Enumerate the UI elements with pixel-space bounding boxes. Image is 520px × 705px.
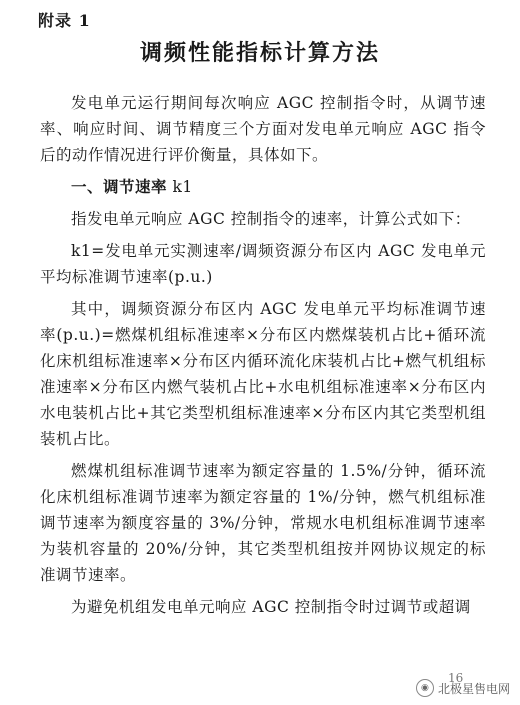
document-body xyxy=(40,90,486,626)
wechat-channel-icon: ◉ xyxy=(416,679,434,697)
definition-paragraph: 指发电单元响应 AGC 控制指令的速率，计算公式如下： xyxy=(71,210,471,228)
formula-paragraph: k1=发电单元实测速率/调频资源分布区内 AGC 发电单元平均标准调节速率(p.u.) xyxy=(40,242,486,286)
continuation-paragraph: 为避免机组发电单元响应 AGC 控制指令时过调节或超调 xyxy=(71,598,471,616)
watermark xyxy=(416,679,510,697)
section-heading-k: k1 xyxy=(167,178,193,196)
document-title: 调频性能指标计算方法 xyxy=(139,41,380,66)
watermark-text: 北极星售电网 xyxy=(437,681,510,696)
section-heading-text: 一、调节速率 xyxy=(71,178,168,196)
standard-rate-paragraph: 燃煤机组标准调节速率为额定容量的 1.5%/分钟，循环流化床机组标准调节速率为额定容量的 1%/分钟，燃气机组标准调节速率为额度容量的 3%/分钟，常规水电机组标准调节速率为装机容量的 20%/分钟，其它类型机组按并网协议规定的标准调节速率。 xyxy=(40,462,486,584)
explanation-paragraph: 其中，调频资源分布区内 AGC 发电单元平均标准调节速率(p.u.)=燃煤机组标准速率×分布区内燃煤装机占比+循环流化床机组标准速率×分布区内循环流化床装机占比+燃气机组标准速率×分布区内燃气装机占比+水电机组标准速率×分布区内水电装机占比+其它类型机组标准速率×分布区内其它类型机组装机占比。 xyxy=(40,300,486,448)
section-heading xyxy=(40,174,486,200)
page-number: 16 xyxy=(448,671,464,685)
intro-paragraph: 发电单元运行期间每次响应 AGC 控制指令时，从调节速率、响应时间、调节精度三个方面对发电单元响应 AGC 指令后的动作情况进行评价衡量，具体如下。 xyxy=(40,94,486,164)
appendix-label: 附录 1 xyxy=(38,11,91,30)
